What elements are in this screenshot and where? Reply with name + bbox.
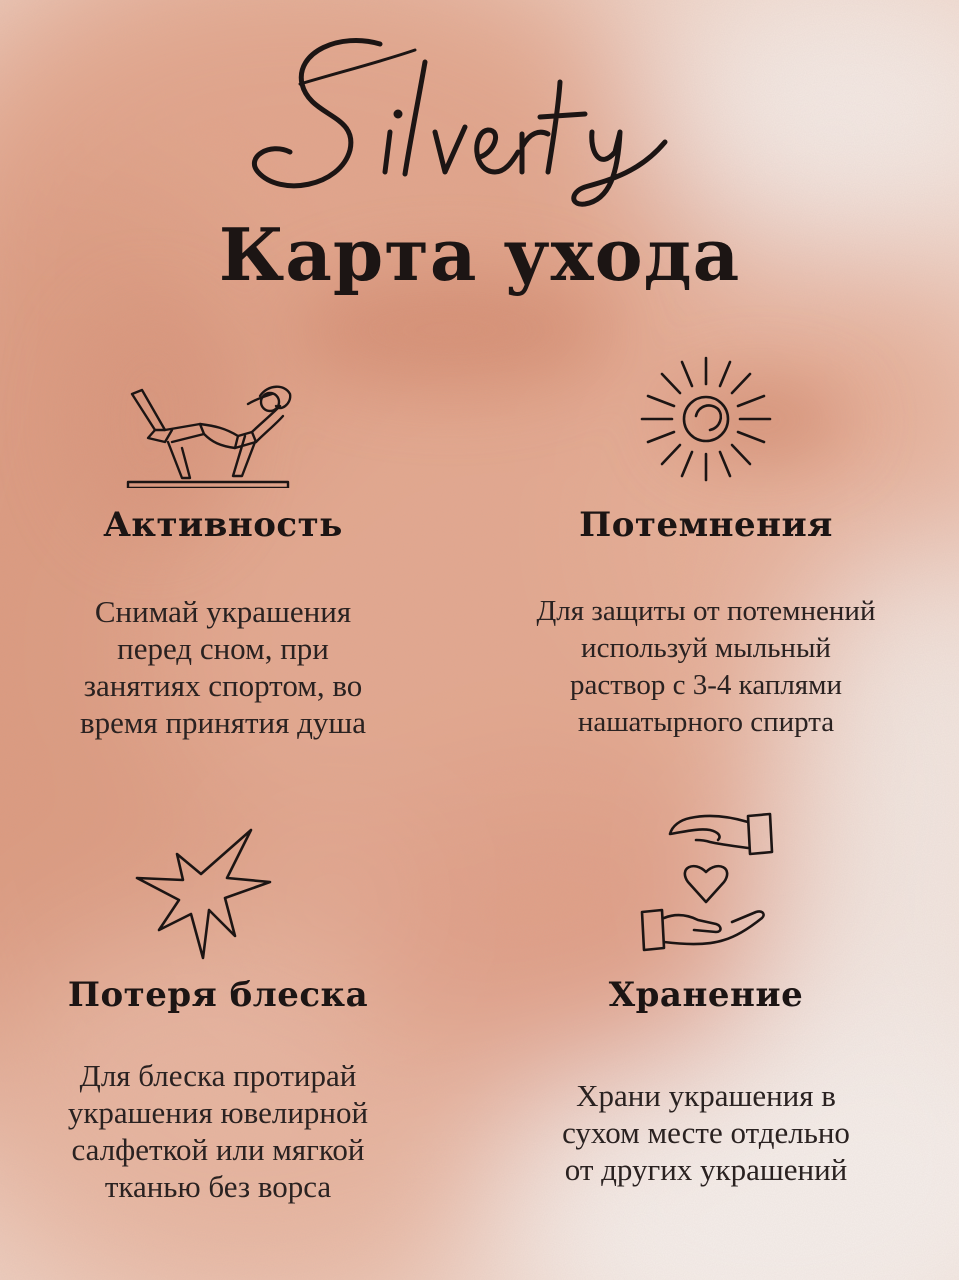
- card-text-line: нашатырного спирта: [577, 706, 835, 738]
- card-text-line: Храни украшения в: [576, 1078, 836, 1113]
- card-text: [496, 1077, 916, 1188]
- card-text-line: занятиях спортом, во: [83, 668, 363, 703]
- card-storage: [496, 975, 916, 1188]
- card-darkening: [496, 505, 916, 741]
- card-text-line: салфеткой или мягкой: [71, 1132, 365, 1167]
- exercise-person-icon: [120, 376, 295, 488]
- card-heading: Потеря блеска: [67, 975, 369, 1015]
- sun-icon: [638, 354, 774, 484]
- card-text-line: Для блеска протирай: [79, 1058, 357, 1093]
- card-shine-loss: [8, 975, 428, 1205]
- sparkle-icon: [135, 826, 275, 961]
- card-text-line: украшения ювелирной: [67, 1095, 369, 1130]
- card-text-line: время принятия душа: [79, 705, 367, 740]
- card-heading: Хранение: [608, 975, 804, 1015]
- brand-logo-script: [240, 22, 680, 212]
- card-activity: [13, 505, 433, 741]
- card-text: [496, 593, 916, 741]
- card-text-line: сухом месте отдельно: [562, 1115, 850, 1150]
- card-text-line: используй мыльный: [581, 632, 831, 664]
- card-text: [8, 1057, 428, 1205]
- card-text-line: перед сном, при: [117, 631, 329, 666]
- card-heading: Активность: [103, 505, 343, 545]
- card-text: [13, 593, 433, 741]
- card-text-line: тканью без ворса: [104, 1169, 332, 1204]
- card-text-line: Для защиты от потемнений: [536, 595, 876, 627]
- card-text-line: от других украшений: [564, 1152, 848, 1187]
- card-text-line: Снимай украшения: [94, 594, 352, 629]
- card-text-line: раствор с 3-4 каплями: [569, 669, 843, 701]
- card-heading: Потемнения: [579, 505, 833, 545]
- page-title: Карта ухода: [218, 212, 741, 297]
- hands-heart-icon: [638, 810, 776, 955]
